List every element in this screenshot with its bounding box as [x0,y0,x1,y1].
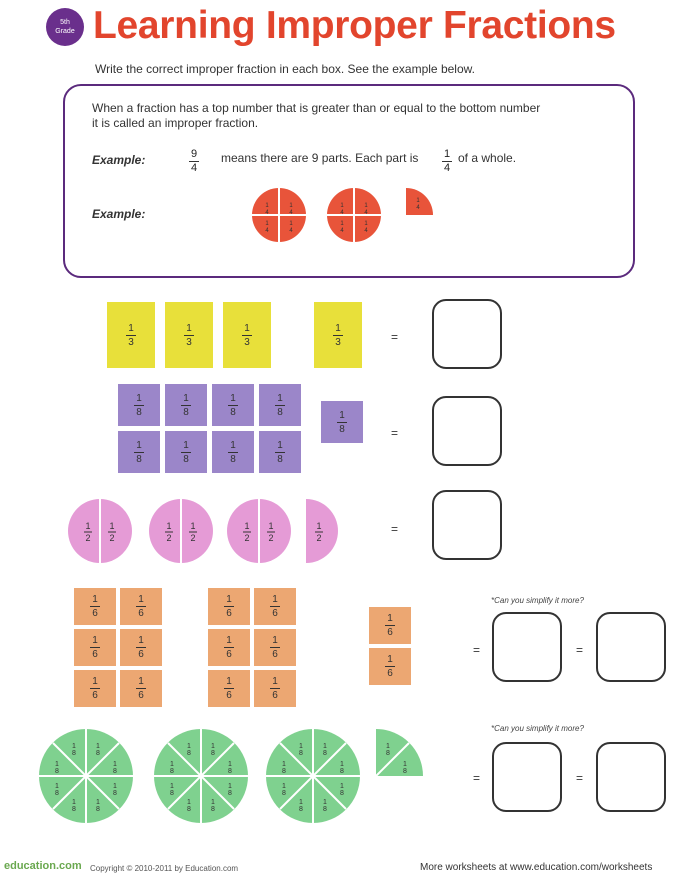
eighth-tile [165,384,207,426]
example-label-1: Example: [92,153,146,167]
tile-numerator: 1 [226,676,232,687]
tile-denominator: 6 [272,649,278,660]
tile-denominator: 6 [226,649,232,660]
svg-text:4: 4 [364,228,368,234]
svg-text:1: 1 [265,221,269,227]
svg-text:2: 2 [166,533,172,543]
eighth-tile [118,384,160,426]
answer-box-2[interactable] [432,396,502,466]
tile-denominator: 8 [183,406,189,418]
svg-text:1: 1 [340,203,344,209]
eighth-tile [321,401,363,443]
example-denominator: 4 [190,162,198,174]
part-denominator: 4 [443,162,451,174]
definition-line-2: it is called an improper fraction. [92,116,259,130]
tile-denominator: 6 [387,627,393,638]
svg-text:4: 4 [265,210,269,216]
answer-box-1[interactable] [432,299,502,369]
eighth-circle-3 [266,729,360,823]
sixth-tile [254,629,296,666]
svg-text:4: 4 [289,210,293,216]
svg-text:2: 2 [190,533,196,543]
tile-denominator: 3 [128,336,134,348]
tile-denominator: 6 [226,690,232,701]
svg-text:2: 2 [109,533,115,543]
sixth-tile [369,648,411,685]
example-quarter-circles [250,184,440,246]
tile-numerator: 1 [277,439,283,451]
grade-badge [46,8,84,46]
tile-denominator: 3 [335,336,341,348]
tile-denominator: 3 [244,336,250,348]
tile-numerator: 1 [92,676,98,687]
sixth-tile [120,670,162,707]
half-circle-1 [68,499,132,563]
grade-number: 5th [60,19,70,26]
sixth-tile [208,588,250,625]
tile-numerator: 1 [339,409,345,421]
sixth-tile [120,588,162,625]
svg-text:4: 4 [289,228,293,234]
tile-denominator: 3 [186,336,192,348]
eighth-tile [212,384,254,426]
svg-text:1: 1 [166,521,172,531]
svg-text:1: 1 [289,221,293,227]
svg-text:1: 1 [403,761,407,768]
grade-word: Grade [55,28,75,35]
tile-numerator: 1 [272,635,278,646]
problem-5-eighth-circles: 18 18 18 18 18 18 18 18 [36,726,436,826]
tile-numerator: 1 [92,594,98,605]
tile-denominator: 6 [387,668,393,679]
tile-numerator: 1 [186,322,192,334]
equals-sign: = [391,426,399,440]
problem-3-half-circles [64,496,344,566]
tile-numerator: 1 [183,392,189,404]
equals-sign: = [391,522,399,536]
tile-numerator: 1 [138,635,144,646]
svg-text:1: 1 [340,221,344,227]
svg-text:1: 1 [268,521,274,531]
tile-numerator: 1 [230,392,236,404]
svg-text:1: 1 [265,203,269,209]
tile-denominator: 8 [230,453,236,465]
sixth-tile [369,607,411,644]
simplify-prompt: *Can you simplify it more? [491,724,584,733]
tile-numerator: 1 [272,676,278,687]
svg-text:1: 1 [386,743,390,750]
svg-text:1: 1 [190,521,196,531]
sixth-tile [74,670,116,707]
tile-numerator: 1 [226,635,232,646]
svg-text:1: 1 [109,521,115,531]
tile-denominator: 6 [138,649,144,660]
tile-denominator: 6 [92,649,98,660]
svg-text:4: 4 [416,205,420,211]
sixth-tile [254,588,296,625]
equals-sign: = [473,771,481,785]
example-fraction [189,144,199,174]
part-fraction [442,144,452,174]
tile-denominator: 8 [183,453,189,465]
sixth-tile [74,629,116,666]
svg-text:2: 2 [85,533,91,543]
sixth-tile [208,670,250,707]
part-numerator: 1 [443,148,451,160]
tile-numerator: 1 [128,322,134,334]
svg-text:1: 1 [316,521,322,531]
tile-denominator: 6 [272,608,278,619]
sixth-tile [208,629,250,666]
footer-copyright: Copyright © 2010-2011 by Education.com [90,864,239,873]
eighth-wedges [376,729,423,776]
sixth-tile [254,670,296,707]
half-circle-3 [227,499,291,563]
footer-more-link[interactable]: More worksheets at www.education.com/worksheets [420,862,653,873]
tile-numerator: 1 [92,635,98,646]
tile-denominator: 6 [226,608,232,619]
answer-box-4a[interactable] [492,612,562,682]
tile-denominator: 8 [277,406,283,418]
svg-text:2: 2 [244,533,250,543]
tile-numerator: 1 [136,392,142,404]
sixth-tile [74,588,116,625]
svg-text:8: 8 [386,750,390,757]
svg-text:1: 1 [364,203,368,209]
half-circle-2 [149,499,213,563]
answer-box-5b[interactable] [596,742,666,812]
tile-numerator: 1 [335,322,341,334]
svg-text:1: 1 [416,198,420,204]
eighth-tile [165,431,207,473]
tile-denominator: 6 [138,690,144,701]
simplify-prompt: *Can you simplify it more? [491,596,584,605]
tile-numerator: 1 [387,654,393,665]
eighth-circle-2 [154,729,248,823]
eighth-tile [259,431,301,473]
tile-denominator: 6 [138,608,144,619]
third-tile [223,302,271,368]
quarter-circle-2 [327,188,381,242]
third-tile [165,302,213,368]
svg-text:1: 1 [244,521,250,531]
tile-numerator: 1 [230,439,236,451]
tile-numerator: 1 [277,392,283,404]
equals-sign: = [576,771,584,785]
page-title: Learning Improper Fractions [93,4,616,47]
sixth-tile [120,629,162,666]
equals-sign: = [576,643,584,657]
means-text: means there are 9 parts. Each part is [221,151,419,165]
answer-box-3[interactable] [432,490,502,560]
example-numerator: 9 [190,148,198,160]
svg-text:1: 1 [289,203,293,209]
third-tile [107,302,155,368]
tile-denominator: 8 [230,406,236,418]
svg-text:1: 1 [85,521,91,531]
tile-denominator: 8 [277,453,283,465]
eighth-tile [118,431,160,473]
tile-numerator: 1 [272,594,278,605]
definition-line-1: When a fraction has a top number that is greater than or equal to the bottom number [92,101,541,115]
equals-sign: = [391,330,399,344]
svg-text:8: 8 [403,768,407,775]
tile-denominator: 8 [136,453,142,465]
tile-numerator: 1 [183,439,189,451]
third-tile [314,302,362,368]
answer-box-4b[interactable] [596,612,666,682]
svg-text:1: 1 [364,221,368,227]
quarter-wedge [406,188,433,215]
svg-text:2: 2 [316,533,322,543]
of-whole-text: of a whole. [458,151,517,165]
tile-numerator: 1 [244,322,250,334]
quarter-circle-1 [252,188,306,242]
svg-text:4: 4 [364,210,368,216]
svg-text:4: 4 [265,228,269,234]
tile-denominator: 8 [136,406,142,418]
eighth-circle-1 [39,729,133,823]
eighth-tile [212,431,254,473]
svg-text:4: 4 [340,228,344,234]
example-label-2: Example: [92,207,146,221]
tile-numerator: 1 [138,594,144,605]
tile-numerator: 1 [136,439,142,451]
tile-numerator: 1 [387,613,393,624]
instructions: Write the correct improper fraction in each box. See the example below. [95,62,475,76]
footer-brand-logo: education.com [4,860,82,872]
tile-denominator: 6 [92,690,98,701]
svg-text:4: 4 [340,210,344,216]
equals-sign: = [473,643,481,657]
half-circle-piece [306,499,338,563]
tile-denominator: 6 [92,608,98,619]
tile-numerator: 1 [226,594,232,605]
eighth-tile [259,384,301,426]
tile-denominator: 8 [339,423,345,435]
svg-text:2: 2 [268,533,274,543]
answer-box-5a[interactable] [492,742,562,812]
tile-denominator: 6 [272,690,278,701]
tile-numerator: 1 [138,676,144,687]
